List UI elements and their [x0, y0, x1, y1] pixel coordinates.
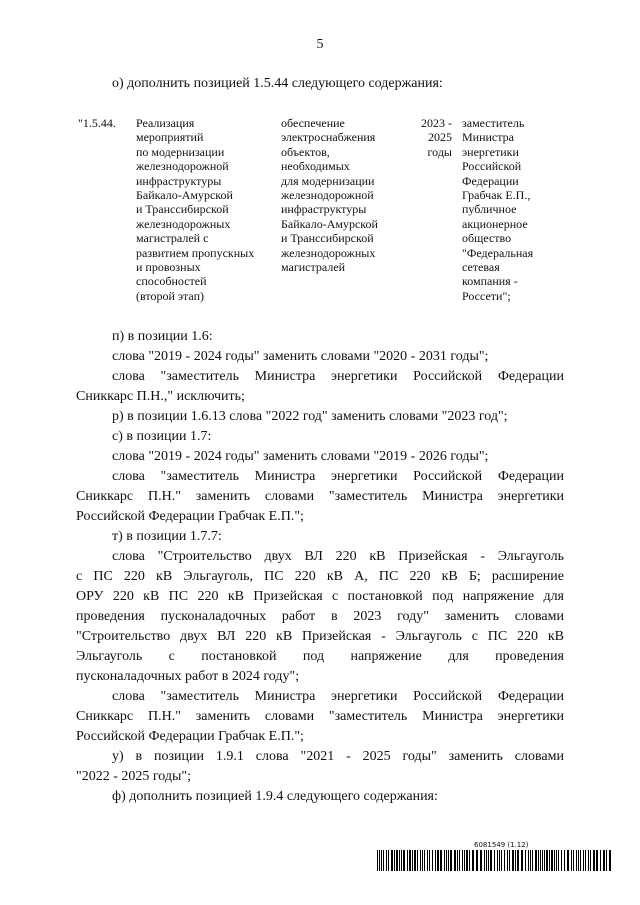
table-cell-line: электроснабжения: [281, 130, 376, 145]
table-cell-line: развитием пропускных: [136, 245, 255, 260]
barcode-bar: [391, 850, 393, 871]
paragraph-t-line: слова "Строительство двух ВЛ 220 кВ Призейская - Эльгауголь: [112, 549, 564, 564]
barcode-bar: [556, 850, 557, 871]
barcode-bar: [528, 850, 529, 871]
paragraph-p-line: Сниккарс П.Н.," исключить;: [76, 389, 245, 404]
barcode-bar: [603, 850, 605, 871]
table-cell-line: инфраструктуры: [136, 173, 222, 188]
barcode-bar: [515, 850, 516, 871]
barcode-bar: [490, 850, 492, 871]
barcode-bar: [401, 850, 402, 871]
barcode-bar: [494, 850, 495, 871]
barcode-bar: [464, 850, 465, 871]
paragraph-t-line: с ПС 220 кВ Эльгауголь, ПС 220 кВ А, ПС 220 кВ Б; расширение: [76, 569, 564, 584]
barcode-bar: [480, 850, 482, 871]
barcode-bar: [509, 850, 510, 871]
barcode-bar: [462, 850, 463, 871]
barcode-bar: [571, 850, 572, 871]
barcode-bar: [472, 850, 474, 871]
table-cell-line: (второй этап): [136, 288, 204, 303]
table-position-number: "1.5.44.: [78, 116, 116, 130]
barcode-bar: [422, 850, 423, 871]
table-cell-line: Байкало-Амурской: [136, 188, 233, 202]
barcode-bar: [420, 850, 421, 871]
paragraph-s-line: Российской Федерации Грабчак Е.П.";: [76, 509, 304, 524]
barcode-bar: [512, 850, 514, 871]
barcode-bar: [469, 850, 470, 871]
barcode-bar: [388, 850, 389, 871]
barcode-bar: [448, 850, 449, 871]
paragraph-t-line: ОРУ 220 кВ ПС 220 кВ Призейская с постановкой под напряжение для: [76, 589, 564, 604]
table-cell-line: железнодорожных: [281, 245, 376, 260]
barcode-bar: [476, 850, 478, 871]
paragraph-p-line: слова "2019 - 2024 годы" заменить словами "2020 - 2031 годы";: [112, 349, 489, 364]
barcode-bar: [459, 850, 460, 871]
barcode-bar: [379, 850, 380, 871]
paragraph-u-line: "2022 - 2025 годы";: [76, 769, 192, 784]
table-cell-line: общество: [462, 231, 512, 246]
barcode-bar: [521, 850, 523, 871]
table-cell-line: Россети";: [462, 288, 511, 303]
barcode-bar: [590, 850, 591, 871]
paragraph-s-line: слова "2019 - 2024 годы" заменить словами "2019 - 2026 годы";: [112, 449, 489, 464]
table-cell-line: железнодорожной: [136, 159, 229, 174]
barcode-bar: [414, 850, 416, 871]
barcode-bar: [394, 850, 395, 871]
barcode-bar: [427, 850, 428, 871]
barcode-bar: [593, 850, 595, 871]
paragraph-t-line: пусконаладочных работ в 2024 году";: [76, 669, 300, 684]
barcode-bar: [499, 850, 500, 871]
table-cell-line: Грабчак Е.П.,: [462, 188, 531, 202]
table-cell-line: годы: [427, 144, 452, 159]
barcode-bar: [407, 850, 408, 871]
barcode-bar: [444, 850, 445, 871]
barcode-bar: [403, 850, 405, 871]
barcode-bar: [432, 850, 433, 871]
barcode-bar: [377, 850, 378, 871]
barcode-number: 6081549 (1.12): [474, 841, 529, 849]
barcode-bar: [538, 850, 539, 871]
barcode-bar: [484, 850, 485, 871]
table-cell-line: Министра: [462, 130, 514, 145]
barcode-bar: [530, 850, 531, 871]
barcode-bar: [540, 850, 541, 871]
paragraph-t-line: Эльгауголь с постановкой под напряжение для проведения: [76, 649, 564, 664]
barcode-bar: [596, 850, 598, 871]
table-cell-line: железнодорожной: [281, 188, 374, 202]
barcode-bar: [437, 850, 439, 871]
barcode-bar: [517, 850, 519, 871]
barcode-bar: [606, 850, 607, 871]
table-cell-line: Федерации: [462, 173, 519, 188]
barcode-image: [377, 850, 613, 871]
barcode-bar: [399, 850, 400, 871]
barcode-bar: [450, 850, 452, 871]
barcode-bar: [546, 850, 548, 871]
table-cell-line: для модернизации: [281, 173, 375, 188]
table-cell-line: публичное: [462, 202, 517, 217]
paragraph-t: т) в позиции 1.7.7:: [112, 529, 222, 544]
paragraph-t-line: Российской Федерации Грабчак Е.П.";: [76, 729, 304, 744]
paragraph-s-line: слова "заместитель Министра энергетики Российской Федерации: [112, 469, 564, 484]
table-cell-line: необходимых: [281, 159, 350, 174]
barcode-bar: [578, 850, 579, 871]
barcode-bar: [440, 850, 442, 871]
barcode-bar: [381, 850, 382, 871]
table-cell-line: сетевая: [462, 260, 500, 274]
barcode-bar: [567, 850, 569, 871]
barcode-bar: [417, 850, 418, 871]
paragraph-t-line: слова "заместитель Министра энергетики Российской Федерации: [112, 689, 564, 704]
barcode-bar: [488, 850, 489, 871]
barcode-bar: [525, 850, 526, 871]
table-cell-line: железнодорожных: [136, 216, 231, 231]
barcode-bar: [466, 850, 468, 871]
barcode-bar: [383, 850, 384, 871]
barcode-bar: [501, 850, 502, 871]
paragraph-p-line: слова "заместитель Министра энергетики Российской Федерации: [112, 369, 564, 384]
paragraph-u: у) в позиции 1.9.1 слова "2021 - 2025 годы" заменить словами: [112, 749, 564, 764]
page-number: 5: [316, 37, 324, 52]
paragraph-f: ф) дополнить позицией 1.9.4 следующего содержания:: [112, 789, 438, 804]
barcode-bar: [609, 850, 611, 871]
paragraph-t-line: проведения пусконаладочных работ в 2023 году" заменить словами: [76, 609, 564, 624]
barcode-bar: [551, 850, 553, 871]
table-cell-line: способностей: [136, 274, 207, 289]
table-cell-line: энергетики: [462, 144, 519, 159]
table-cell-line: заместитель: [462, 116, 525, 130]
table-cell-line: Байкало-Амурской: [281, 216, 378, 231]
barcode-bar: [580, 850, 581, 871]
barcode-bar: [576, 850, 577, 871]
barcode-bar: [412, 850, 413, 871]
paragraph-p: п) в позиции 1.6:: [112, 329, 213, 344]
table-cell-line: Российской: [462, 159, 522, 174]
barcode-bar: [600, 850, 601, 871]
table-cell-line: и Транссибирской: [281, 231, 374, 246]
table-cell-line: компания -: [462, 274, 518, 289]
barcode-bar: [535, 850, 537, 871]
barcode-bar: [446, 850, 447, 871]
table-cell-line: "Федеральная: [462, 245, 534, 260]
paragraph-t-line: Сниккарс П.Н." заменить словами "заместитель Министра энергетики: [76, 709, 564, 724]
barcode-bar: [588, 850, 589, 871]
table-cell-line: обеспечение: [281, 116, 345, 130]
barcode-bar: [544, 850, 545, 871]
paragraph-o: о) дополнить позицией 1.5.44 следующего содержания:: [112, 76, 443, 91]
table-cell-line: магистралей: [281, 260, 346, 274]
barcode-bar: [504, 850, 505, 871]
barcode-bar: [435, 850, 436, 871]
paragraph-t-line: "Строительство двух ВЛ 220 кВ Призейская - Эльгауголь с ПС 220 кВ: [76, 629, 564, 644]
barcode-bar: [454, 850, 456, 871]
barcode-bar: [486, 850, 487, 871]
table-cell-line: по модернизации: [136, 144, 225, 159]
barcode-bar: [583, 850, 584, 871]
barcode-bar: [497, 850, 498, 871]
table-cell-line: и Транссибирской: [136, 202, 229, 217]
table-cell-line: магистралей с: [136, 231, 209, 246]
barcode-bar: [532, 850, 533, 871]
barcode-bar: [549, 850, 550, 871]
table-cell-line: 2025: [428, 130, 452, 145]
barcode-bar: [573, 850, 574, 871]
barcode-bar: [424, 850, 425, 871]
table-cell-line: акционерное: [462, 216, 528, 231]
barcode-bar: [542, 850, 543, 871]
table-cell-line: объектов,: [281, 144, 330, 159]
barcode-bar: [429, 850, 430, 871]
barcode-bar: [564, 850, 565, 871]
barcode-bar: [558, 850, 559, 871]
barcode-bar: [561, 850, 562, 871]
table-cell-line: мероприятий: [136, 130, 204, 145]
table-cell-line: Реализация: [136, 116, 195, 130]
barcode-bar: [409, 850, 411, 871]
barcode-bar: [554, 850, 555, 871]
barcode-bar: [507, 850, 508, 871]
paragraph-s-line: Сниккарс П.Н." заменить словами "заместитель Министра энергетики: [76, 489, 564, 504]
table-cell-line: 2023 -: [421, 116, 452, 130]
table-cell-line: инфраструктуры: [281, 202, 367, 217]
barcode-bar: [585, 850, 586, 871]
barcode-bar: [386, 850, 387, 871]
table-cell-line: и провозных: [136, 260, 201, 274]
barcode-bar: [457, 850, 458, 871]
paragraph-r: р) в позиции 1.6.13 слова "2022 год" заменить словами "2023 год";: [112, 409, 508, 424]
paragraph-s: с) в позиции 1.7:: [112, 429, 212, 444]
barcode-bar: [396, 850, 398, 871]
